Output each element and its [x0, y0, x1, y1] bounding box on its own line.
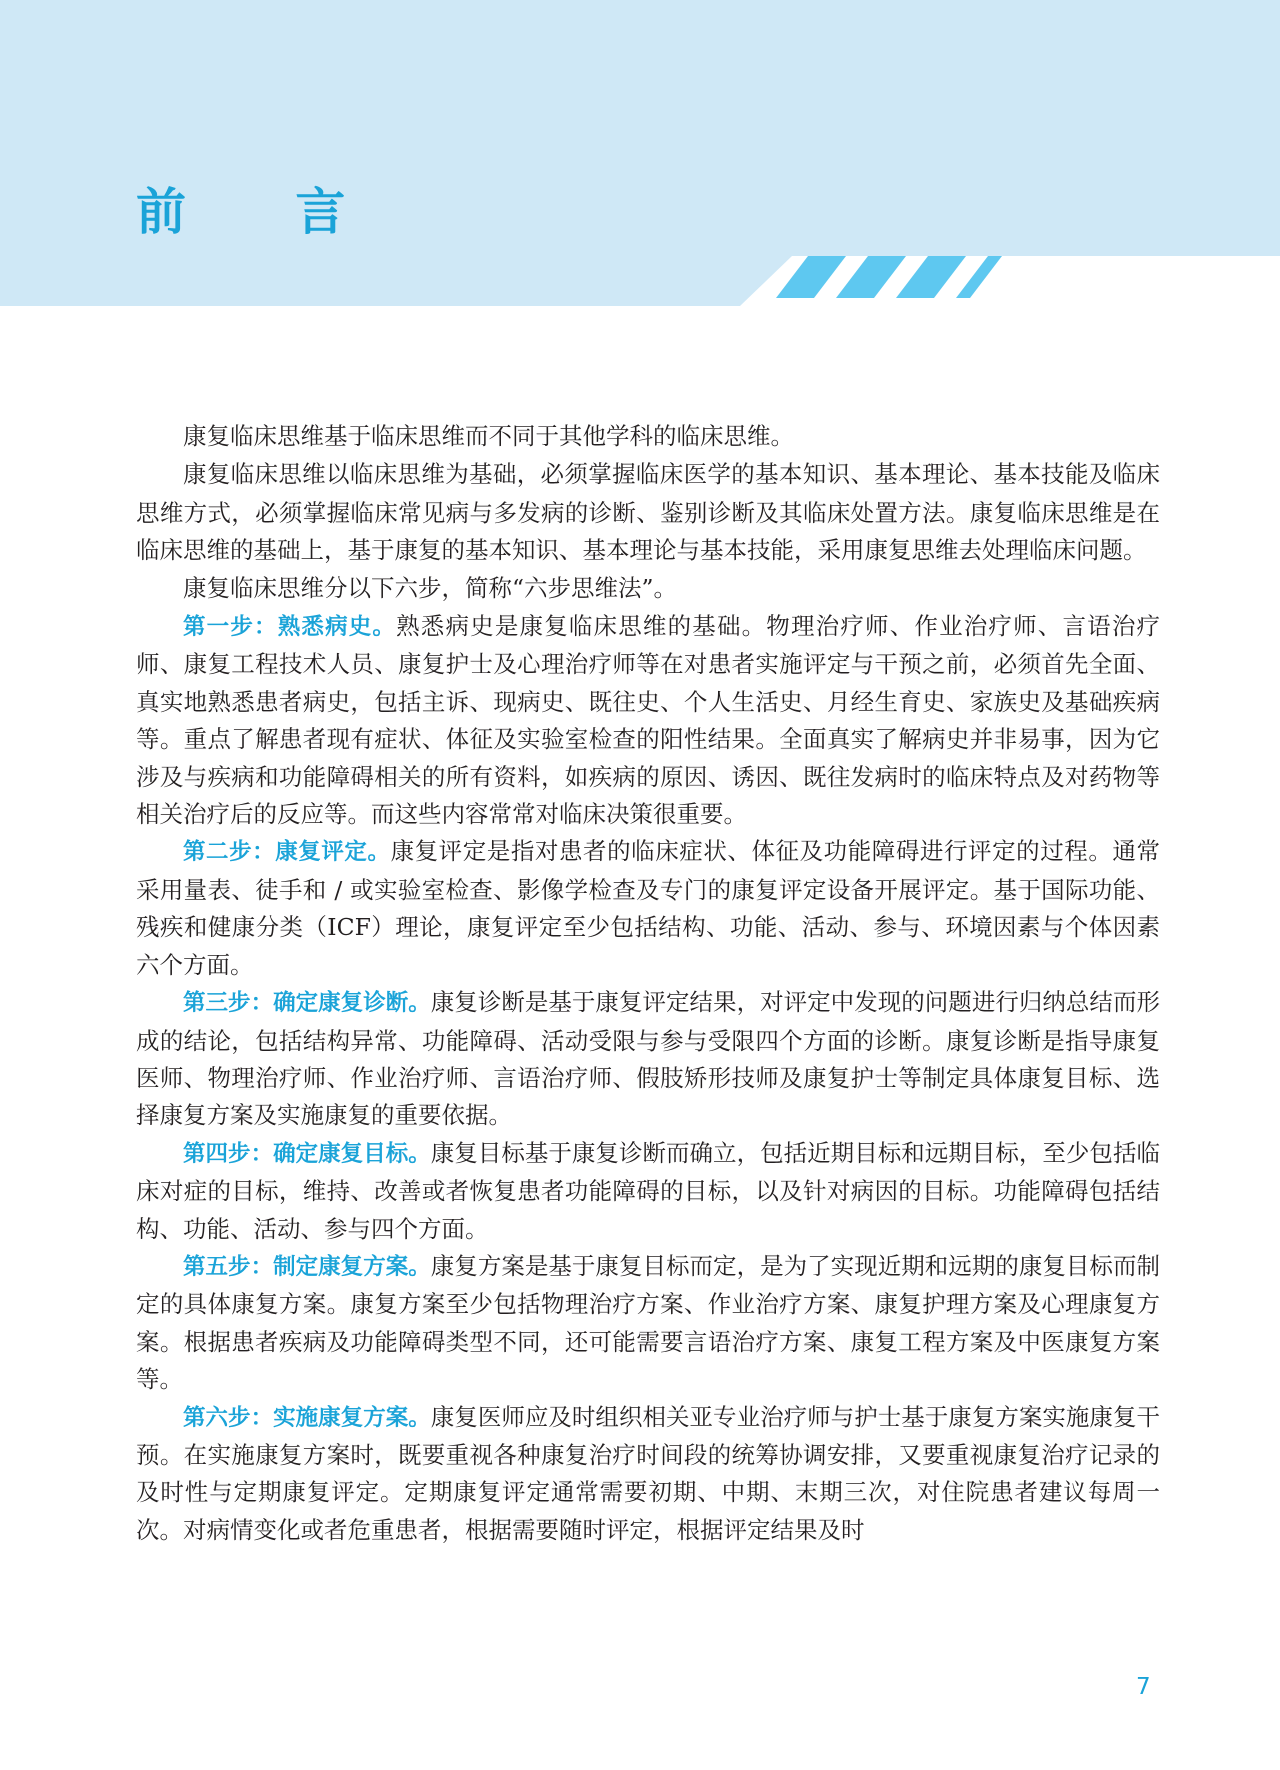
paragraph-text: 康复方案是基于康复目标而定，是为了实现近期和远期的康复目标而制定的具体康复方案。康复方案至少包括物理治疗方案、作业治疗方案、康复护理方案及心理康复方案。根据患者疾病及功能障碍类型不同，还可能需要言语治疗方案、康复工程方案及中医康复方案等。: [136, 1251, 1160, 1394]
paragraph: [136, 456, 1160, 569]
paragraph-text: 康复医师应及时组织相关亚专业治疗师与护士基于康复方案实施康复干预。在实施康复方案时，既要重视各种康复治疗时间段的统筹协调安排，又要重视康复治疗记录的及时性与定期康复评定。定期康复评定通常需要初期、中期、末期三次，对住院患者建议每周一次。对病情变化或者危重患者，根据需要随时评定，根据评定结果及时: [136, 1402, 1160, 1544]
step-label: 第四步：确定康复目标。: [183, 1140, 431, 1167]
paragraph: [136, 608, 1160, 833]
step-label: 第二步：康复评定。: [183, 839, 391, 866]
page-number: 7: [1136, 1674, 1151, 1700]
paragraph-text: 康复临床思维以临床思维为基础，必须掌握临床医学的基本知识、基本理论、基本技能及临床思维方式，必须掌握临床常见病与多发病的诊断、鉴别诊断及其临床处置方法。康复临床思维是在临床思维的基础上，基于康复的基本知识、基本理论与基本技能，采用康复思维去处理临床问题。: [136, 460, 1160, 565]
body-text: [136, 418, 1160, 1549]
paragraph: [136, 418, 1160, 456]
paragraph: [136, 1135, 1160, 1248]
step-label: 第六步：实施康复方案。: [183, 1404, 431, 1431]
step-label: 第一步：熟悉病史。: [183, 614, 397, 641]
paragraph: [136, 1399, 1160, 1550]
paragraph-text: 熟悉病史是康复临床思维的基础。物理治疗师、作业治疗师、言语治疗师、康复工程技术人员、康复护士及心理治疗师等在对患者实施评定与干预之前，必须首先全面、真实地熟悉患者病史，包括主诉、现病史、既往史、个人生活史、月经生育史、家族史及基础疾病等。重点了解患者现有症状、体征及实验室检查的阳性结果。全面真实了解病史并非易事，因为它涉及与疾病和功能障碍相关的所有资料，如疾病的原因、诱因、既往发病时的临床特点及对药物等相关治疗后的反应等。而这些内容常常对临床决策很重要。: [136, 612, 1160, 829]
step-label: 第三步：确定康复诊断。: [183, 990, 431, 1017]
paragraph-text: 康复临床思维基于临床思维而不同于其他学科的临床思维。: [183, 422, 794, 450]
paragraph: [136, 833, 1160, 984]
paragraph-text: 康复目标基于康复诊断而确立，包括近期目标和远期目标，至少包括临床对症的目标，维持、改善或者恢复患者功能障碍的目标，以及针对病因的目标。功能障碍包括结构、功能、活动、参与四个方面。: [136, 1138, 1160, 1243]
paragraph: [136, 984, 1160, 1135]
page-title: 前 言: [136, 183, 392, 241]
paragraph: [136, 570, 1160, 608]
paragraph-text: 康复评定是指对患者的临床症状、体征及功能障碍进行评定的过程。通常采用量表、徒手和 / 或实验室检查、影像学检查及专门的康复评定设备开展评定。基于国际功能、残疾和健康分类（ICF）理论，康复评定至少包括结构、功能、活动、参与、环境因素与个体因素六个方面。: [136, 837, 1160, 979]
header-stripe-decoration: [0, 0, 1280, 306]
paragraph-text: 康复诊断是基于康复评定结果，对评定中发现的问题进行归纳总结而形成的结论，包括结构异常、功能障碍、活动受限与参与受限四个方面的诊断。康复诊断是指导康复医师、物理治疗师、作业治疗师、言语治疗师、假肢矫形技师及康复护士等制定具体康复目标、选择康复方案及实施康复的重要依据。: [136, 988, 1160, 1130]
paragraph-text: 康复临床思维分以下六步，简称“六步思维法”。: [183, 573, 678, 602]
paragraph: [136, 1248, 1160, 1399]
step-label: 第五步：制定康复方案。: [183, 1253, 431, 1280]
